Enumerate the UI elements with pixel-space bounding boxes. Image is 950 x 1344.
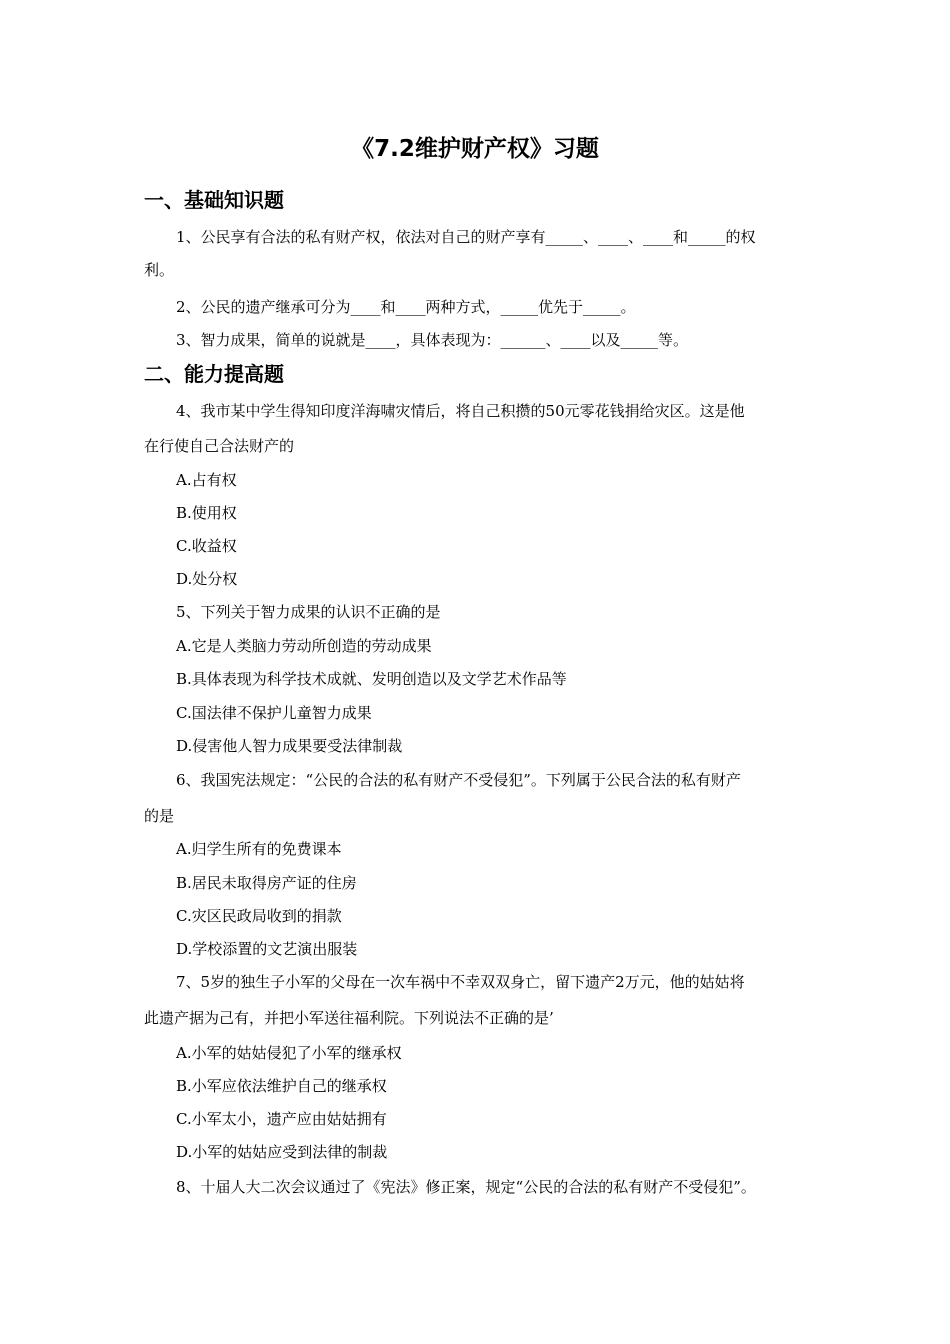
question-4-stem-line-1: 4、我市某中学生得知印度洋海啸灾情后，将自己积攒的50元零花钱捐给灾区。这是他 <box>176 402 745 420</box>
section-heading-basic: 一、基础知识题 <box>144 188 284 212</box>
question-7-stem-line-2: 此遗产据为己有，并把小军送往福利院。下列说法不正确的是’ <box>144 1009 554 1027</box>
question-7-option-c: C.小军太小，遗产应由姑姑拥有 <box>176 1110 387 1128</box>
document-title: 《7.2维护财产权》习题 <box>351 136 599 162</box>
question-1-line-2: 利。 <box>144 261 175 279</box>
question-5-option-d: D.侵害他人智力成果要受法律制裁 <box>176 737 403 755</box>
question-5-option-b: B.具体表现为科学技术成就、发明创造以及文学艺术作品等 <box>176 670 567 688</box>
question-6-stem-line-1: 6、我国宪法规定：“公民的合法的私有财产不受侵犯”。下列属于公民合法的私有财产 <box>176 771 741 789</box>
question-5-option-a: A.它是人类脑力劳动所创造的劳动成果 <box>176 637 432 655</box>
section-heading-advanced: 二、能力提高题 <box>144 362 284 386</box>
question-4-option-b: B.使用权 <box>176 504 237 522</box>
question-4-option-d: D.处分权 <box>176 570 238 588</box>
question-7-option-d: D.小军的姑姑应受到法律的制裁 <box>176 1143 388 1161</box>
question-7-option-b: B.小军应依法维护自己的继承权 <box>176 1077 387 1095</box>
question-7-option-a: A.小军的姑姑侵犯了小军的继承权 <box>176 1044 402 1062</box>
question-5-stem-line-1: 5、下列关于智力成果的认识不正确的是 <box>176 603 441 621</box>
question-8-stem-line-1: 8、十届人大二次会议通过了《宪法》修正案，规定“公民的合法的私有财产不受侵犯”。 <box>176 1178 756 1196</box>
question-2: 2、公民的遗产继承可分为____和____两种方式，_____优先于_____。 <box>176 298 636 316</box>
question-6-option-a: A.归学生所有的免费课本 <box>176 840 342 858</box>
question-7-stem-line-1: 7、5岁的独生子小军的父母在一次车祸中不幸双双身亡，留下遗产2万元，他的姑姑将 <box>176 973 745 991</box>
question-4-option-c: C.收益权 <box>176 537 237 555</box>
question-4-option-a: A.占有权 <box>176 471 237 489</box>
question-6-option-b: B.居民未取得房产证的住房 <box>176 874 357 892</box>
question-6-stem-line-2: 的是 <box>144 807 175 825</box>
question-3: 3、智力成果，简单的说就是____，具体表现为：______、____以及_____等。 <box>176 331 689 349</box>
question-6-option-c: C.灾区民政局收到的捐款 <box>176 907 342 925</box>
question-4-stem-line-2: 在行使自己合法财产的 <box>144 437 295 455</box>
question-5-option-c: C.国法律不保护儿童智力成果 <box>176 704 372 722</box>
question-1-line-1: 1、公民享有合法的私有财产权，依法对自己的财产享有_____、____、____和_____的权 <box>176 228 756 246</box>
question-6-option-d: D.学校添置的文艺演出服装 <box>176 940 358 958</box>
